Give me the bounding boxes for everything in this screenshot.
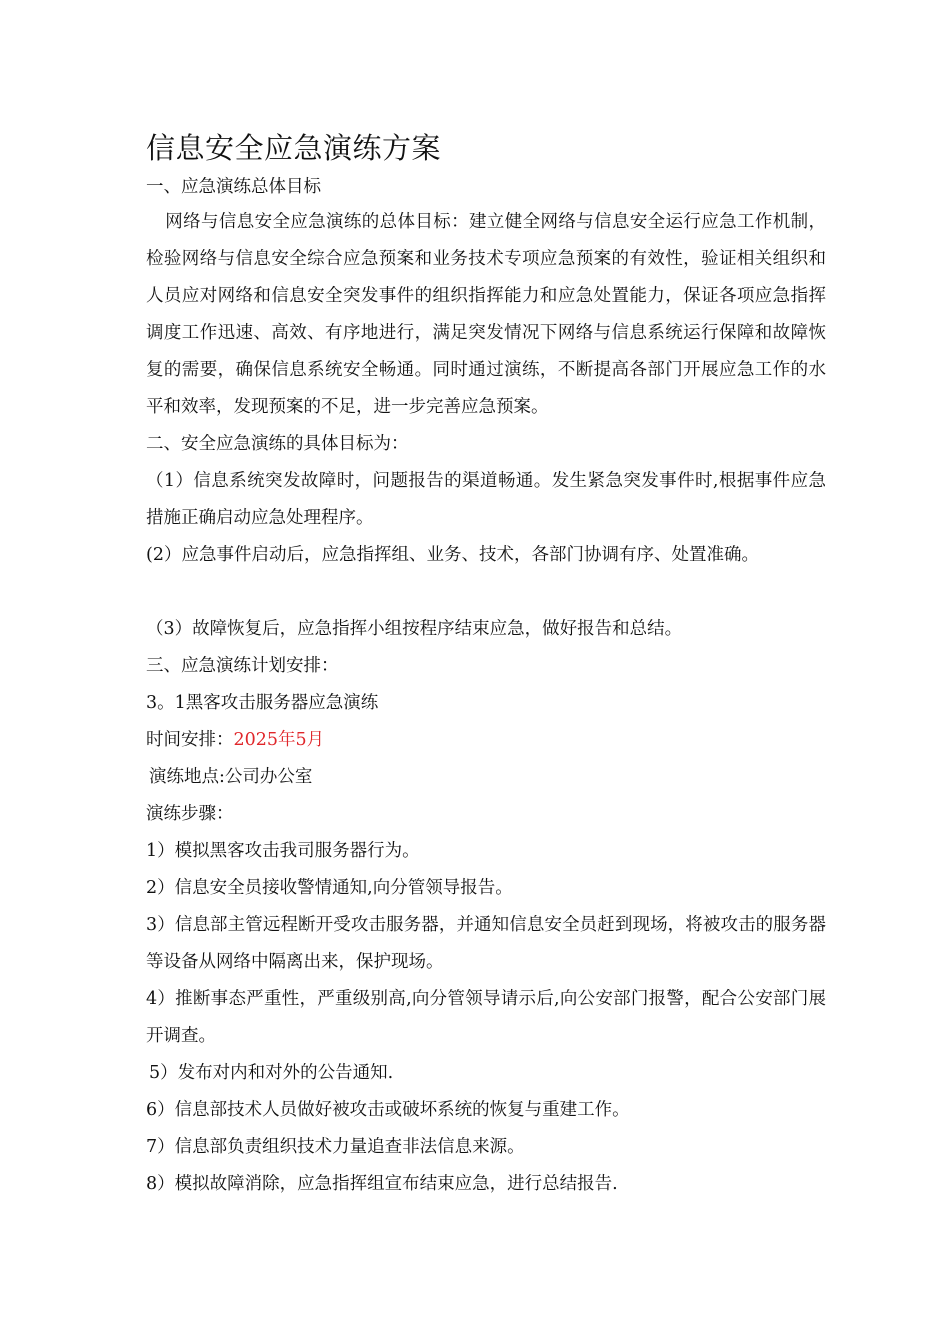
step-item: 3）信息部主管远程断开受攻击服务器，并通知信息安全员赶到现场，将被攻击的服务器等设备从网络中隔离出来，保护现场。 [146,915,826,972]
section1-body: 网络与信息安全应急演练的总体目标：建立健全网络与信息安全运行应急工作机制，检验网络与信息安全综合应急预案和业务技术专项应急预案的有效性，验证相关组织和人员应对网络和信息安全突发事件的组织指挥能力和应急处置能力，保证各项应急指挥调度工作迅速、高效、有序地进行，满足突发情况下网络与信息系统运行保障和故障恢复的需要，确保信息系统安全畅通。同时通过演练，不断提高各部门开展应急工作的水平和效率，发现预案的不足，进一步完善应急预案。 [146,212,826,417]
step-item: 5）发布对内和对外的公告通知. [149,1063,394,1083]
document-page [146,128,826,1203]
step-item: 1）模拟黑客攻击我司服务器行为。 [146,841,420,861]
section3-heading: 三、应急演练计划安排： [146,656,339,676]
step-item: 8）模拟故障消除，应急指挥组宣布结束应急，进行总结报告. [146,1174,618,1194]
section1-heading: 一、应急演练总体目标 [146,177,321,197]
blank-line [146,574,826,611]
section2-item-2: (2）应急事件启动后，应急指挥组、业务、技术，各部门协调有序、处置准确。 [146,545,759,565]
step-item: 7）信息部负责组织技术力量追查非法信息来源。 [146,1137,525,1157]
section2-item-3: （3）故障恢复后，应急指挥小组按程序结束应急，做好报告和总结。 [146,619,683,639]
time-value: 2025年5月 [233,730,325,750]
drill-location: 演练地点:公司办公室 [149,767,313,787]
section2-heading: 二、安全应急演练的具体目标为： [146,434,409,454]
steps-label: 演练步骤： [146,804,234,824]
step-item: 2）信息安全员接收警情通知,向分管领导报告。 [146,878,513,898]
step-item: 6）信息部技术人员做好被攻击或破坏系统的恢复与重建工作。 [146,1100,630,1120]
section3-sub-heading: 3。1黑客攻击服务器应急演练 [146,693,379,713]
section2-item-1: （1）信息系统突发故障时，问题报告的渠道畅通。发生紧急突发事件时,根据事件应急措施正确启动应急处理程序。 [146,471,826,528]
time-arrangement [146,722,826,759]
time-label: 时间安排： [146,730,234,750]
document-title: 信息安全应急演练方案 [146,131,442,165]
step-item: 4）推断事态严重性，严重级别高,向分管领导请示后,向公安部门报警，配合公安部门展开调查。 [146,989,826,1046]
